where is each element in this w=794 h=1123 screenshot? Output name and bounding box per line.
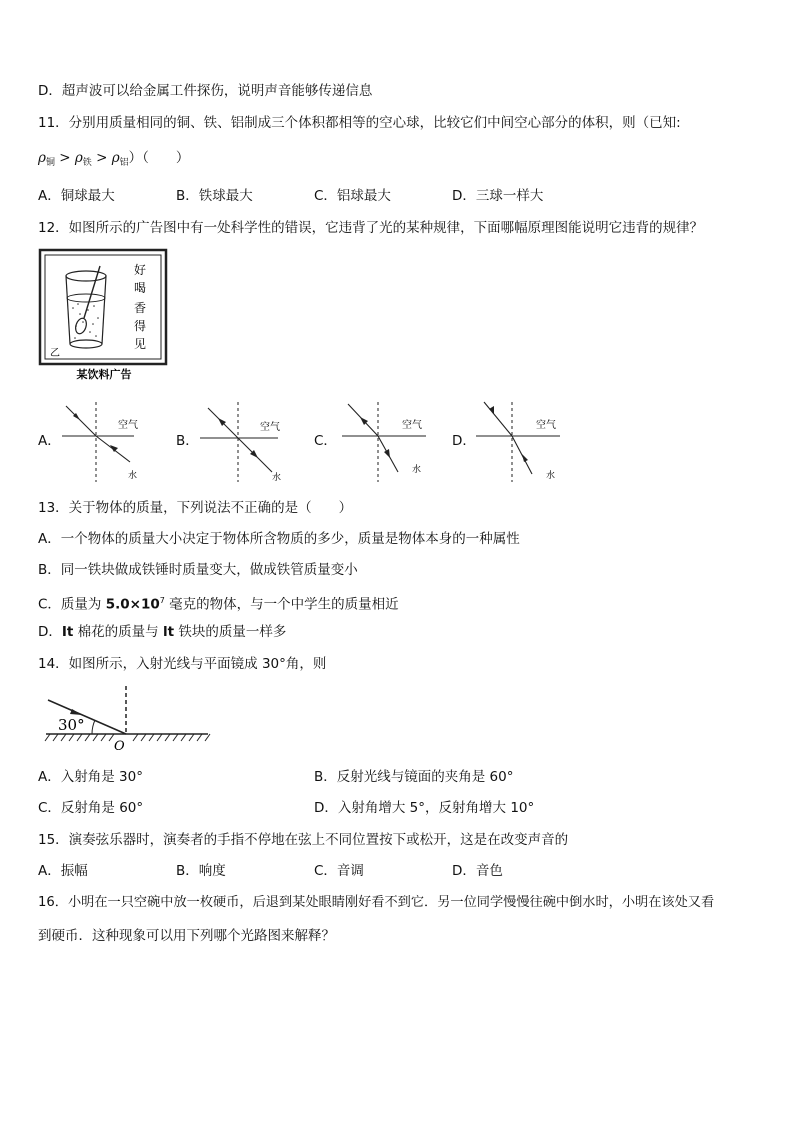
air-label: 空气 — [536, 420, 556, 431]
q13-option-d — [38, 623, 286, 641]
water-label: 水 — [272, 473, 282, 483]
q15-stem: 15．演奏弦乐器时，演奏者的手指不停地在弦上不同位置按下或松开，这是在改变声音的 — [38, 832, 569, 848]
rho-symbol: ρ — [38, 150, 46, 166]
q16-stem-line-1: 16．小明在一只空碗中放一枚硬币，后退到某处眼睛刚好看不到它．另一位同学慢慢往碗中倒水时，小明在该处又看 — [38, 895, 715, 910]
ad-char-2: 喝 — [133, 281, 147, 295]
q12-option-b-label: B． — [176, 433, 199, 449]
ad-corner-label: 乙 — [50, 348, 60, 359]
q12-option-c-label: C． — [314, 433, 337, 449]
q15-option-c: C．音调 — [314, 863, 364, 879]
q13-d-unit-1: It — [61, 624, 74, 640]
point-o-label: O — [114, 739, 125, 754]
water-label: 水 — [128, 471, 138, 481]
q12-diagram-c — [334, 398, 434, 484]
q11-option-c: C．铝球最大 — [314, 188, 391, 204]
rho-symbol: ρ — [111, 150, 120, 166]
q14-mirror-diagram — [42, 684, 214, 754]
ad-caption: 某饮料广告 — [76, 368, 132, 381]
q11-option-a: A．铜球最大 — [38, 188, 115, 204]
q13-c-prefix: C．质量为 — [38, 596, 106, 613]
q15-option-d: D．音色 — [452, 863, 503, 879]
air-label: 空气 — [118, 420, 138, 431]
q15-option-a: A．振幅 — [38, 863, 88, 879]
q13-option-c — [38, 592, 399, 614]
q14-stem: 14．如图所示，入射光线与平面镜成 30°角，则 — [38, 656, 327, 672]
water-label: 水 — [412, 465, 422, 475]
q12-option-d-label: D． — [452, 433, 476, 449]
rho-aluminum-sub: 铝 — [119, 158, 129, 168]
gt-sign: > — [96, 150, 108, 166]
q13-c-exponent: 7 — [159, 596, 165, 605]
advertisement-illustration — [38, 248, 170, 383]
q14-option-d: D．入射角增大 5°，反射角增大 10° — [314, 800, 535, 816]
q12-option-a-label: A． — [38, 433, 61, 449]
q14-option-c: C．反射角是 60° — [38, 800, 144, 816]
air-label: 空气 — [260, 422, 280, 433]
q13-d-suffix: 铁块的质量一样多 — [174, 624, 287, 640]
q13-c-suffix: 毫克的物体，与一个中学生的质量相近 — [164, 596, 399, 613]
ad-char-1: 好 — [133, 263, 147, 277]
q13-d-unit-2: lt — [162, 624, 175, 640]
q14-option-b: B．反射光线与镜面的夹角是 60° — [314, 769, 514, 785]
air-label: 空气 — [402, 420, 422, 431]
q11-formula — [38, 149, 189, 172]
q13-option-b: B．同一铁块做成铁锤时质量变大，做成铁管质量变小 — [38, 562, 358, 578]
q12-diagram-b — [196, 398, 296, 484]
ad-char-4: 得 — [133, 319, 147, 333]
q13-c-mass-value: 5.0×10 — [105, 596, 160, 613]
q13-d-prefix: D． — [38, 624, 62, 640]
gt-sign: > — [59, 150, 71, 166]
q12-diagram-a — [58, 398, 158, 484]
angle-label: 30° — [58, 716, 85, 734]
q12-stem: 12．如图所示的广告图中有一处科学性的错误，它违背了光的某种规律，下面哪幅原理图能说明它违背的规律？ — [38, 220, 704, 236]
ad-char-3: 香 — [133, 301, 147, 315]
q15-option-b: B．响度 — [176, 863, 226, 879]
q11-stem: 11．分别用质量相同的铜、铁、铝制成三个体积都相等的空心球，比较它们中间空心部分的体积，则（已知: — [38, 115, 681, 131]
q11-option-d: D．三球一样大 — [452, 188, 544, 204]
q12-diagram-d — [472, 398, 572, 484]
water-label: 水 — [546, 471, 556, 481]
rho-copper-sub: 铜 — [45, 158, 55, 168]
q11-option-b: B．铁球最大 — [176, 188, 253, 204]
q13-d-middle: 棉花的质量与 — [73, 624, 163, 640]
q11-blank: ）（ ） — [128, 150, 190, 166]
drink-advertisement-figure — [38, 248, 170, 383]
rho-iron-sub: 铁 — [82, 158, 92, 168]
q13-option-a: A．一个物体的质量大小决定于物体所含物质的多少，质量是物体本身的一种属性 — [38, 531, 520, 547]
q14-option-a: A．入射角是 30° — [38, 769, 143, 785]
ad-char-5: 见 — [133, 337, 147, 351]
rho-symbol: ρ — [74, 150, 83, 166]
q13-stem: 13．关于物体的质量，下列说法不正确的是（ ） — [38, 500, 353, 516]
q10-option-d: D．超声波可以给金属工件探伤，说明声音能够传递信息 — [38, 83, 373, 99]
q16-stem-line-2: 到硬币．这种现象可以用下列哪个光路图来解释？ — [38, 928, 335, 944]
